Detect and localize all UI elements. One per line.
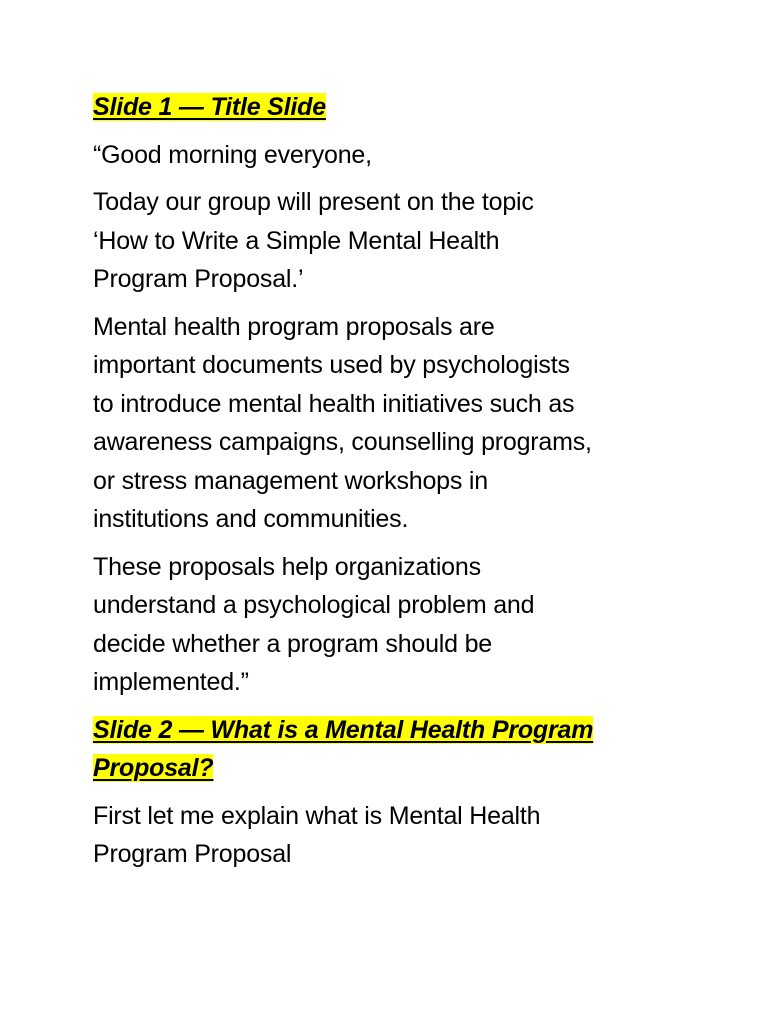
explanation-paragraph	[93, 797, 673, 874]
paragraph-line: institutions and communities.	[93, 505, 409, 533]
paragraph-line: implemented.”	[93, 668, 249, 696]
paragraph-line: understand a psychological problem and	[93, 591, 535, 619]
slide-2-heading-text: Slide 2 — What is a Mental Health Program Proposal?	[93, 715, 594, 782]
topic-paragraph	[93, 183, 673, 299]
slide-1-heading-text: Slide 1 — Title Slide	[93, 93, 326, 121]
paragraph-line: “Good morning everyone,	[93, 140, 372, 169]
paragraph-line: Program Proposal.’	[93, 265, 304, 293]
paragraph-line: First let me explain what is Mental Health	[93, 801, 541, 830]
slide-2-heading	[93, 711, 673, 788]
document-body	[93, 88, 673, 883]
paragraph-line: ‘How to Write a Simple Mental Health	[93, 226, 500, 255]
paragraph-line: important documents used by psychologists	[93, 351, 570, 379]
paragraph-line: These proposals help organizations	[93, 552, 481, 581]
slide-1-heading	[93, 88, 673, 127]
paragraph-line: Mental health program proposals are	[93, 312, 495, 341]
paragraph-line: to introduce mental health initiatives such as	[93, 389, 575, 418]
purpose-paragraph	[93, 548, 673, 702]
greeting-paragraph	[93, 136, 673, 175]
importance-paragraph	[93, 308, 673, 539]
paragraph-line: or stress management workshops in	[93, 466, 488, 495]
paragraph-line: Today our group will present on the topic	[93, 188, 534, 216]
paragraph-line: Program Proposal	[93, 840, 292, 868]
paragraph-line: awareness campaigns, counselling programs,	[93, 428, 592, 456]
paragraph-line: decide whether a program should be	[93, 629, 493, 658]
